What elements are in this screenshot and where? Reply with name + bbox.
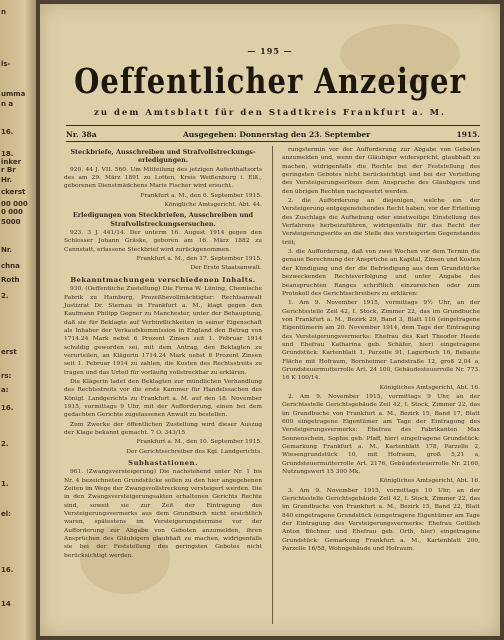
issue-number: Nr. 38a (66, 130, 97, 139)
section-heading: Erledigungen von Steckbriefen, Ausschreiben und Strafvollstreckungsersuchen. (72, 211, 254, 228)
left-page-fragment: ls- (1, 60, 11, 68)
left-page-fragment: Nr. (1, 246, 12, 254)
left-page-fragment: chna (1, 262, 20, 270)
notice-paragraph: 3. Am 9. November 1915, vormittags 10 Uhr, an der Gerichtsstelle Gerichtsgebäude Zeil 42, I. Stock, Zimmer 22, das im Grundbuche von Frankfurt a. M., Bezirk 15, Band 22, Blatt 840 eingetragene Grundstück (eingetragene Eigentümer am Tage der Eintragung des Versteigerungsvermerks: Ehefrau Gottlieb Anton Büchner und Ehefrau geb. Orth, hier) eingetragene Grundstück: Gemarkung Frankfurt a. M., Kartenblatt 200, Parzelle 16/58, Wohngebäude und Hofraum. (282, 487, 480, 553)
left-page-fragment: 00 000 (1, 200, 28, 208)
notice-signature: Königliches Amtsgericht, Abt. 16. (379, 478, 480, 485)
left-page-fragment: umma (1, 90, 26, 98)
notice-paragraph: 3. die Aufforderung, daß von zwei Wochen vor dem Termin die genaue Berechnung der Ansprüche an Kapital, Zinsen und Kosten der Kündigung und der die Befriedigung aus dem Grundstücke bezweckenden Rechtsverfolgung und unter Angabe des beanspruchten Ranges schriftlich einzureichen oder zum Protokoll des Gerichtsschreibers zu erklären: (282, 249, 480, 297)
left-page-fragment: inker (1, 158, 22, 166)
left-page-fragment: a: (1, 386, 9, 394)
left-page-fragment: 16. (1, 566, 14, 574)
left-page-fragment: 5000 (1, 218, 21, 226)
left-page-fragment: r Br (1, 166, 16, 174)
notice-paragraph: Zum Zwecke der öffentlichen Zustellung wird dieser Auszug der Klage bekannt gemacht. 7 O. 343/15 (64, 421, 262, 436)
notice-signature: Frankfurt a. M., den 10. September 1915. (136, 439, 262, 446)
notice-signature: Frankfurt a. M., den 6. September 1915. (140, 192, 262, 199)
issue-year: 1915. (456, 130, 480, 139)
left-page-fragment: ckerst (1, 188, 26, 196)
column-divider (272, 146, 273, 624)
masthead-subtitle: zu dem Amtsblatt für den Stadtkreis Frankfurt a. M. (94, 108, 446, 118)
top-rule (66, 125, 480, 126)
left-page-fragment: n (1, 8, 6, 16)
notice-paragraph: 2. Am 9. November 1915, vormittags 9 Uhr, an der Gerichtsstelle Gerichtsgebäude Zeil 42, I. Stock, Zimmer 22, das im Grundbuche von Frankfurt a. M., Bezirk 15, Band 17, Blatt 600 eingetragene Eigentümer am Tage der Eintragung des Versteigerungsvermerks: Ehefrau des Fabrikanten Max Sonnenschein, Sophie geb. Pfaff, hier) eingetragene Grundstück: Gemarkung Frankfurt a. M., Kartenblatt 178, Parzelle 2, Wiesengrundstück 10, mit Hofraum, groß 5,21 a, Grundsteuermutterrolle Art. 2176, Gebäudesteuerrolle Nr. 2160, Nutzungswert 15 300 Mk. (282, 393, 480, 476)
section-heading: Subhastationen. (128, 459, 198, 468)
page-number: — 195 — (247, 46, 293, 56)
left-page-fragment: 0 000 (1, 208, 23, 216)
notice-paragraph: 923. 3 J. 441/14. Der unterm 16. August 1914 gegen den Schlosser Johann Gräske, geboren am 16. März 1882 zu Cannstatt, erlassene Steckbrief wird zurückgenommen. (64, 230, 262, 253)
notice-paragraph: 961. (Zwangsversteigerung) Die nachstehend unter Nr. 1 bis Nr. 4 bezeichneten Grundstücke sollen zu den hier angegebenen Zeiten im Wege der Zwangsvollstreckung versteigert werden. Die in den Zwangsversteigerungsakten erhaltenen Gerichts Rechte sind, soweit sie zur Zeit der Eintragung des Versteigerungsvermerks aus dem Grundbuch nicht ersichtlich waren, spätestens im Versteigerungstermine vor der Aufforderung zur Abgabe von Geboten anzumelden, ihren Ansprüchen des Gläubigers glaubhaft zu machen, widrigenfalls sie bei der Feststellung des geringsten Gebotes nicht berücksichtigt werden. (64, 469, 262, 559)
notice-signature: Frankfurt a. M., den 17. September 1915. (136, 256, 262, 263)
notice-paragraph: Die Klägerin ladet den Beklagten zur mündlichen Verhandlung des Rechtsstreits vor die erste Kammer für Handelssachen des Königl. Landgerichts zu Frankfurt a. M. auf den 18. November 1915, vormittags 9 Uhr, mit der Aufforderung, einen bei dem gedachten Gerichte zugelassenen Anwalt zu bestellen. (64, 378, 262, 419)
left-page-fragment: 2. (1, 440, 9, 448)
notice-paragraph: 930. (Oeffentliche Zustellung) Die Firma W. Lüning, Chemische Fabrik zu Hamburg, Prozeßbevollmächtigter: Rechtsanwalt Justizrat Dr. Sternau in Frankfurt a. M., klagt gegen den Kaufmann Philipp Gegner zu Manchester, unter der Behauptung, daß sie für Beklagte auf Verbindlichkeiten in seiner Eigenschaft als Inhaber der Verkaufskommission in England den Betrag von 1714.24 Mark nebst 6 Prozent Zinsen seit 1. Februar 1914 schuldig geworden sei, mit dem Antrag, den Beklagten zu verurteilen, an Klägerin 1714.24 Mark nebst 6 Prozent Zinsen seit 1. Februar 1914 zu zahlen, die Kosten des Rechtsstreits zu tragen und das Urteil für vorläufig vollstreckbar zu erklären. (64, 286, 262, 376)
left-page-fragment: 16. (1, 404, 14, 412)
left-page-fragment: 14 (1, 600, 11, 608)
section-heading: Bekanntmachungen verschiedenen Inhalts. (70, 275, 256, 284)
left-page-fragment: erst (1, 348, 17, 356)
issue-bar (66, 130, 480, 139)
notice-paragraph: 2. die Aufforderung an diejenigen, welche ein der Versteigerung entgegenstehendes Recht haben, vor der Erteilung des Zuschlags die Aufhebung oder einstweilige Einstellung des Verfahrens herbeizuführen, widrigenfalls für das Recht der Versteigerungserlös an die Stelle des versteigerten Gegenstandes tritt; (282, 198, 480, 246)
notice-signature: Der Gerichtsschreiber des Kgl. Landgerichts. (126, 448, 262, 455)
notice-paragraph: 920. 44 J. VII. 560. Um Mitteilung des jetzigen Aufenthaltsorts des am 29. März 1891 zu Lotten, Kreis Weißenburg i. Elß., geborenen Dienstmädchens Marie Fischer wird ersucht. (64, 166, 262, 190)
newspaper-page (40, 4, 500, 636)
left-page-fragment: n a (1, 100, 14, 108)
right-column (282, 146, 480, 555)
notice-signature: Der Erste Staatsanwalt. (190, 265, 262, 272)
left-column (64, 146, 262, 561)
left-page-fragment: el: (1, 510, 11, 518)
masthead-title: Oeffentlicher Anzeiger (74, 60, 466, 102)
section-heading: Steckbriefe, Ausschreiben und Strafvollstreckungs-erledigungen. (70, 148, 256, 165)
left-page-fragment: Hr. (1, 176, 12, 184)
left-page-fragment: 1. (1, 480, 9, 488)
left-page-fragment: 2. (1, 292, 9, 300)
notice-paragraph: 1. Am 9. November 1915, vormittags 9½ Uhr, an der Gerichtsstelle Zeil 42, I. Stock, Zimmer 22, das im Grundbuche von Frankfurt a. M., Bezirk 29, Band 3, Blatt 110 (eingetragene Eigentümerin am 20. November 1914, dem Tage der Eintragung des Versteigerungsvermerks: Ehefrau des Karl Theodor Heede und Ehefrau Katharina geb. Schäfer, hier) eingetragene Grundstück: Kartenblatt 1, Parzelle 91, Lagerbuch 16, Bebaute Fläche mit Hofraum, Bornheimer Landstraße 12, groß 2,04 a, Grundsteuermutterrolle Art. 24 100, Gebäudesteuerrolle Nr. 773. 16 K 100/14. (282, 300, 480, 382)
left-page-fragment: Roth (1, 276, 20, 284)
notice-paragraph: rungstermin vor der Aufforderung zur Abgabe von Geboten anzumelden und, wenn der Gläubiger widerspricht, glaubhaft zu machen, widrigenfalls die Rechte bei der Feststellung des geringsten Gebotes nicht berücksichtigt und bei der Verteilung des Versteigerungserlöses dem Anspruche des Gläubigers und den übrigen Rechten nachgesetzt werden. (282, 147, 480, 195)
bottom-rule (66, 141, 480, 142)
adjacent-page-strip (0, 0, 36, 640)
left-page-fragment: 18. (1, 150, 14, 158)
issue-date: Ausgegeben: Donnerstag den 23. September (182, 130, 371, 139)
notice-signature: Königliche Amtsgericht. Abt. 44. (164, 202, 262, 209)
left-page-fragment: rs: (1, 372, 12, 380)
left-page-fragment: 16. (1, 128, 14, 136)
notice-signature: Königliches Amtsgericht, Abt. 16. (379, 384, 480, 391)
